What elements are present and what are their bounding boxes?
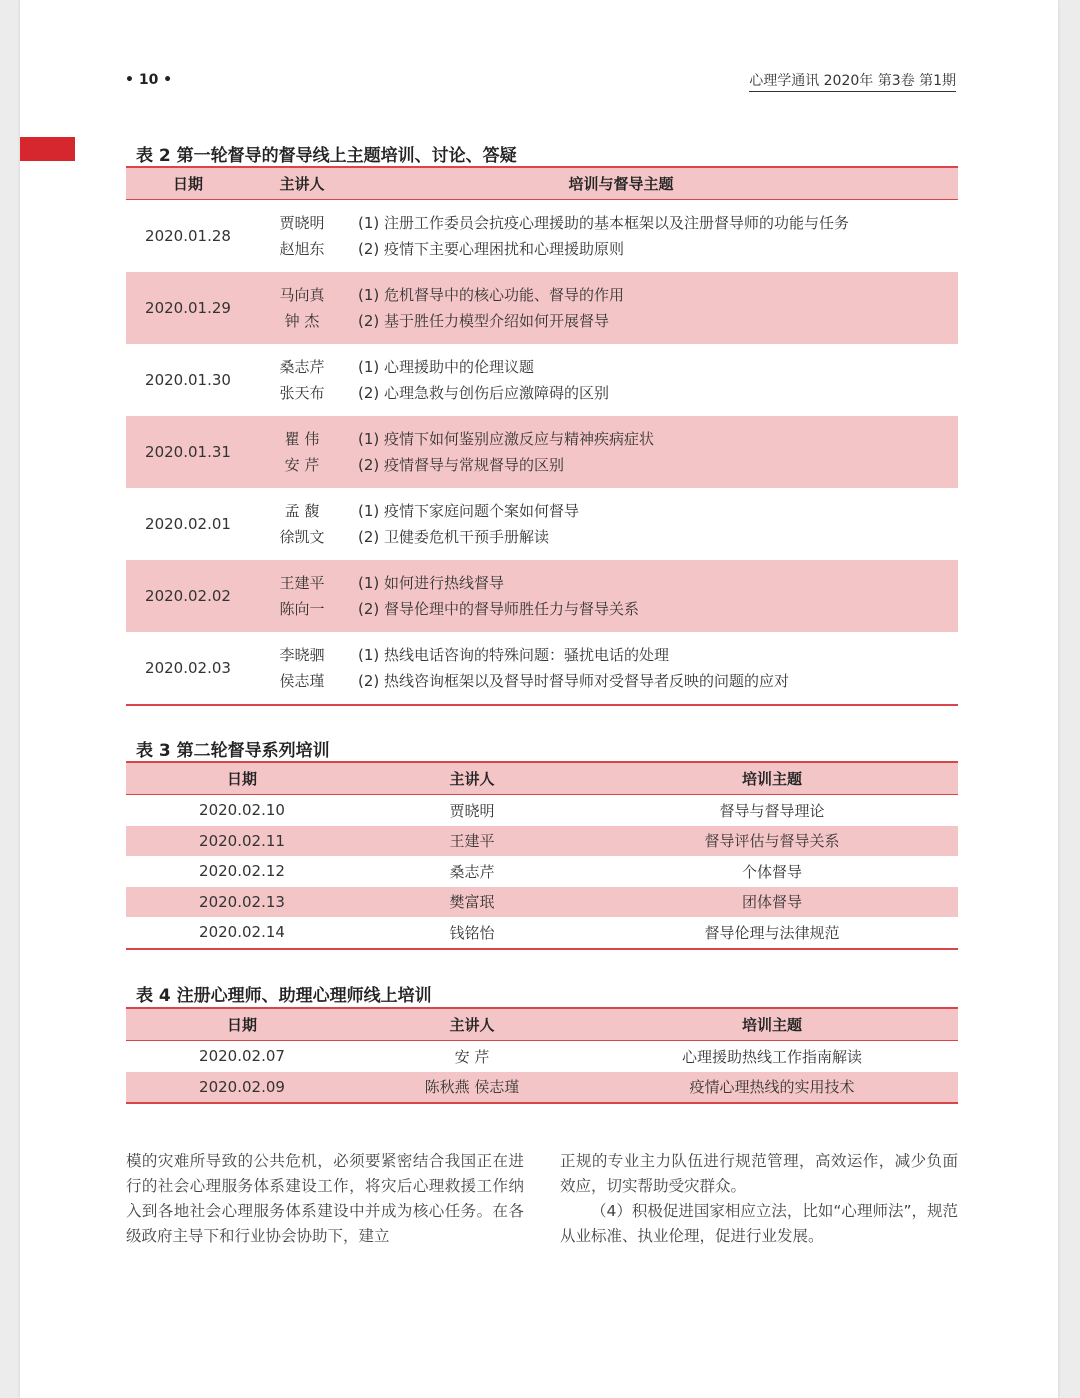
table-row <box>126 560 958 632</box>
document-page <box>20 0 1058 1398</box>
speaker-cell: 樊富珉 <box>449 893 495 912</box>
speaker-cell: 安 芹 <box>454 1047 490 1066</box>
table3-caption: 表 3 第二轮督导系列培训 <box>136 741 330 761</box>
date-cell: 2020.02.02 <box>145 587 231 605</box>
table4 <box>126 1007 958 1104</box>
journal-header: 心理学通讯 2020年 第3卷 第1期 <box>749 70 956 92</box>
speaker-cell: 桑志芹 <box>449 862 495 881</box>
topic-cell <box>354 498 958 550</box>
topic-cell <box>354 282 958 334</box>
topic-cell <box>354 210 958 262</box>
table3-header-date: 日期 <box>226 770 257 788</box>
speaker-name: 张天布 <box>279 384 325 402</box>
table2-header-date: 日期 <box>172 175 203 193</box>
section-marker <box>20 137 75 161</box>
topic-item: (2) 卫健委危机干预手册解读 <box>358 528 550 546</box>
table2-header-topic: 培训与督导主题 <box>568 175 674 193</box>
date-cell: 2020.01.31 <box>145 443 231 461</box>
speaker-name: 安 芹 <box>284 456 320 474</box>
date-cell: 2020.02.03 <box>145 659 231 677</box>
topic-item: (2) 基于胜任力模型介绍如何开展督导 <box>358 312 610 330</box>
topic-cell <box>354 642 958 694</box>
body-right-paragraph-2: （4）积极促进国家相应立法，比如“心理师法”，规范从业标准、执业伦理，促进行业发展。 <box>560 1202 958 1245</box>
topic-cell: 督导评估与督导关系 <box>704 832 840 851</box>
topic-cell <box>354 570 958 622</box>
speaker-name: 侯志瑾 <box>279 672 325 690</box>
topic-cell: 心理援助热线工作指南解读 <box>681 1047 862 1066</box>
speaker-name: 钟 杰 <box>284 312 320 330</box>
date-cell: 2020.02.13 <box>199 892 285 911</box>
table-row <box>126 344 958 416</box>
speaker-cell <box>250 210 354 262</box>
speaker-cell <box>250 354 354 406</box>
topic-cell: 督导伦理与法律规范 <box>704 923 840 942</box>
date-cell: 2020.02.09 <box>199 1077 285 1096</box>
speaker-cell <box>250 498 354 550</box>
date-cell: 2020.01.28 <box>145 227 231 245</box>
topic-cell: 团体督导 <box>741 893 802 912</box>
table4-header-topic: 培训主题 <box>741 1016 802 1034</box>
table3-header-topic: 培训主题 <box>741 770 802 788</box>
table2-caption: 表 2 第一轮督导的督导线上主题培训、讨论、答疑 <box>136 146 517 166</box>
speaker-name: 贾晓明 <box>279 214 325 232</box>
table-row <box>126 856 958 887</box>
speaker-cell: 王建平 <box>449 832 495 851</box>
body-left-column: 模的灾难所导致的公共危机，必须要紧密结合我国正在进行的社会心理服务体系建设工作，将灾后心理救援工作纳入到各地社会心理服务体系建设中并成为核心任务。在各级政府主导下和行业协会协助下，建立 <box>126 1152 524 1245</box>
topic-cell <box>354 426 958 478</box>
speaker-cell: 陈秋燕 侯志瑾 <box>424 1078 520 1097</box>
table-row <box>126 272 958 344</box>
page-number: • 10 • <box>125 72 173 88</box>
date-cell: 2020.01.30 <box>145 371 231 389</box>
speaker-name: 王建平 <box>279 574 325 592</box>
topic-item: (2) 督导伦理中的督导师胜任力与督导关系 <box>358 600 640 618</box>
table-row <box>126 1041 958 1072</box>
topic-item: (1) 热线电话咨询的特殊问题：骚扰电话的处理 <box>358 646 670 664</box>
table-row <box>126 200 958 272</box>
speaker-cell: 钱铭怡 <box>449 923 495 942</box>
table4-body <box>126 1041 958 1102</box>
topic-item: (1) 如何进行热线督导 <box>358 574 505 592</box>
speaker-cell <box>250 426 354 478</box>
topic-item: (2) 疫情督导与常规督导的区别 <box>358 456 565 474</box>
speaker-name: 赵旭东 <box>279 240 325 258</box>
speaker-name: 马向真 <box>279 286 325 304</box>
table2 <box>126 166 958 706</box>
speaker-name: 李晓驷 <box>279 646 325 664</box>
table2-body <box>126 200 958 704</box>
table4-caption: 表 4 注册心理师、助理心理师线上培训 <box>136 986 432 1006</box>
table2-header-speaker: 主讲人 <box>279 175 325 193</box>
date-cell: 2020.01.29 <box>145 299 231 317</box>
topic-cell: 个体督导 <box>741 862 802 881</box>
date-cell: 2020.02.10 <box>199 801 285 820</box>
topic-cell: 督导与督导理论 <box>719 801 825 820</box>
speaker-cell: 贾晓明 <box>449 801 495 820</box>
topic-cell <box>354 354 958 406</box>
date-cell: 2020.02.07 <box>199 1047 285 1066</box>
speaker-name: 瞿 伟 <box>284 430 320 448</box>
topic-item: (2) 热线咨询框架以及督导时督导师对受督导者反映的问题的应对 <box>358 672 790 690</box>
topic-item: (2) 心理急救与创伤后应激障碍的区别 <box>358 384 610 402</box>
speaker-name: 徐凯文 <box>279 528 325 546</box>
body-right-column <box>560 1149 958 1249</box>
table-row <box>126 416 958 488</box>
table-row <box>126 826 958 857</box>
topic-item: (1) 疫情下如何鉴别应激反应与精神疾病症状 <box>358 430 655 448</box>
table4-header-date: 日期 <box>226 1016 257 1034</box>
date-cell: 2020.02.01 <box>145 515 231 533</box>
speaker-cell <box>250 642 354 694</box>
speaker-name: 桑志芹 <box>279 358 325 376</box>
speaker-cell <box>250 282 354 334</box>
table4-header <box>126 1009 958 1041</box>
table-row <box>126 917 958 948</box>
speaker-name: 陈向一 <box>279 600 325 618</box>
body-right-paragraph-1: 正规的专业主力队伍进行规范管理，高效运作，减少负面效应，切实帮助受灾群众。 <box>560 1152 958 1195</box>
topic-item: (1) 心理援助中的伦理议题 <box>358 358 535 376</box>
table4-header-speaker: 主讲人 <box>449 1016 495 1034</box>
table-row <box>126 795 958 826</box>
table-row <box>126 632 958 704</box>
speaker-cell <box>250 570 354 622</box>
table-row <box>126 1072 958 1103</box>
table-row <box>126 887 958 918</box>
date-cell: 2020.02.11 <box>199 831 285 850</box>
table-row <box>126 488 958 560</box>
topic-item: (1) 危机督导中的核心功能、督导的作用 <box>358 286 625 304</box>
topic-cell: 疫情心理热线的实用技术 <box>689 1078 855 1097</box>
table3-header <box>126 763 958 795</box>
date-cell: 2020.02.14 <box>199 923 285 942</box>
table3-body <box>126 795 958 948</box>
speaker-name: 孟 馥 <box>284 502 320 520</box>
table3 <box>126 761 958 950</box>
topic-item: (1) 疫情下家庭问题个案如何督导 <box>358 502 580 520</box>
topic-item: (2) 疫情下主要心理困扰和心理援助原则 <box>358 240 625 258</box>
topic-item: (1) 注册工作委员会抗疫心理援助的基本框架以及注册督导师的功能与任务 <box>358 214 850 232</box>
date-cell: 2020.02.12 <box>199 862 285 881</box>
table2-header <box>126 168 958 200</box>
table3-header-speaker: 主讲人 <box>449 770 495 788</box>
